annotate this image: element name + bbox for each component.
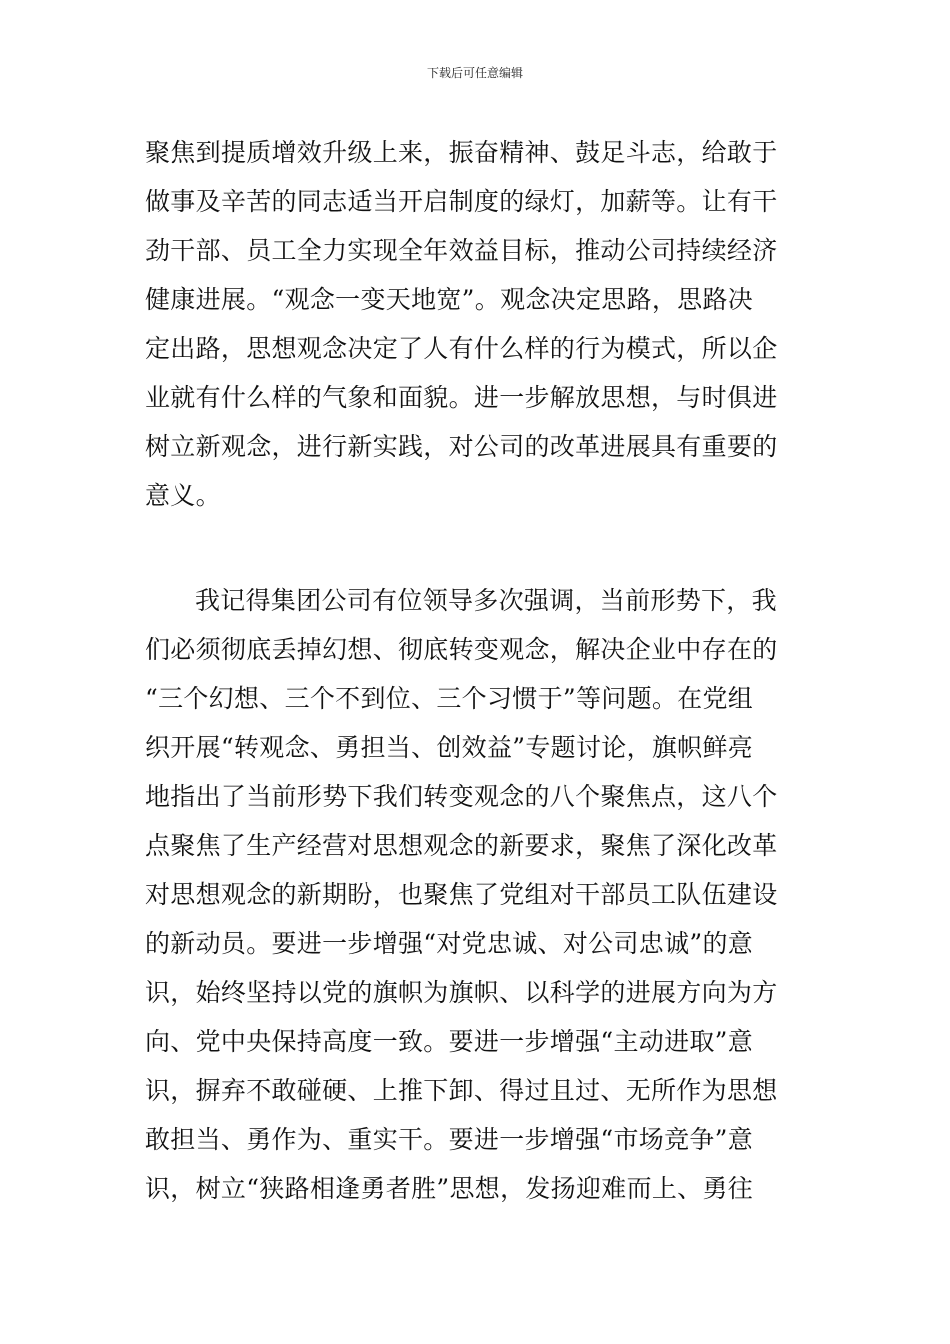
paragraph-2 (145, 576, 810, 1213)
text-line: 识，摒弃不敢碰硬、上推下卸、得过且过、无所作为思想 (145, 1076, 778, 1105)
text-line: 定出路，思想观念决定了人有什么样的行为模式，所以企 (145, 334, 778, 363)
page-header-note: 下载后可任意编辑 (426, 66, 523, 80)
text-line: 点聚焦了生产经营对思想观念的新要求，聚焦了深化改革 (145, 831, 778, 860)
text-line: 地指出了当前形势下我们转变观念的八个聚焦点，这八个 (145, 782, 778, 811)
text-line: 健康进展。“观念一变天地宽”。观念决定思路，思路决 (145, 285, 754, 314)
text-line: 敢担当、勇作为、重实干。要进一步增强“市场竞争”意 (145, 1125, 754, 1154)
paragraph-1 (145, 128, 810, 520)
text-line: “三个幻想、三个不到位、三个习惯于”等问题。在党组 (145, 684, 754, 713)
text-line: 意义。 (145, 481, 221, 510)
text-line: 业就有什么样的气象和面貌。进一步解放思想，与时俱进 (145, 383, 778, 412)
text-line: 做事及辛苦的同志适当开启制度的绿灯，加薪等。让有干 (145, 187, 778, 216)
text-line: 聚焦到提质增效升级上来，振奋精神、鼓足斗志，给敢于 (145, 138, 778, 167)
text-line: 识，始终坚持以党的旗帜为旗帜、以科学的进展方向为方 (145, 978, 778, 1007)
text-line-indented: 我记得集团公司有位领导多次强调，当前形势下，我 (195, 586, 777, 615)
text-line: 们必须彻底丢掉幻想、彻底转变观念，解决企业中存在的 (145, 635, 778, 664)
text-line: 劲干部、员工全力实现全年效益目标，推动公司持续经济 (145, 236, 778, 265)
text-line: 的新动员。要进一步增强“对党忠诚、对公司忠诚”的意 (145, 929, 754, 958)
text-line: 树立新观念，进行新实践，对公司的改革进展具有重要的 (145, 432, 778, 461)
text-line: 识，树立“狭路相逢勇者胜”思想，发扬迎难而上、勇往 (145, 1174, 754, 1203)
text-line: 向、党中央保持高度一致。要进一步增强“主动进取”意 (145, 1027, 754, 1056)
text-line: 织开展“转观念、勇担当、创效益”专题讨论，旗帜鲜亮 (145, 733, 754, 762)
text-line: 对思想观念的新期盼，也聚焦了党组对干部员工队伍建设 (145, 880, 778, 909)
